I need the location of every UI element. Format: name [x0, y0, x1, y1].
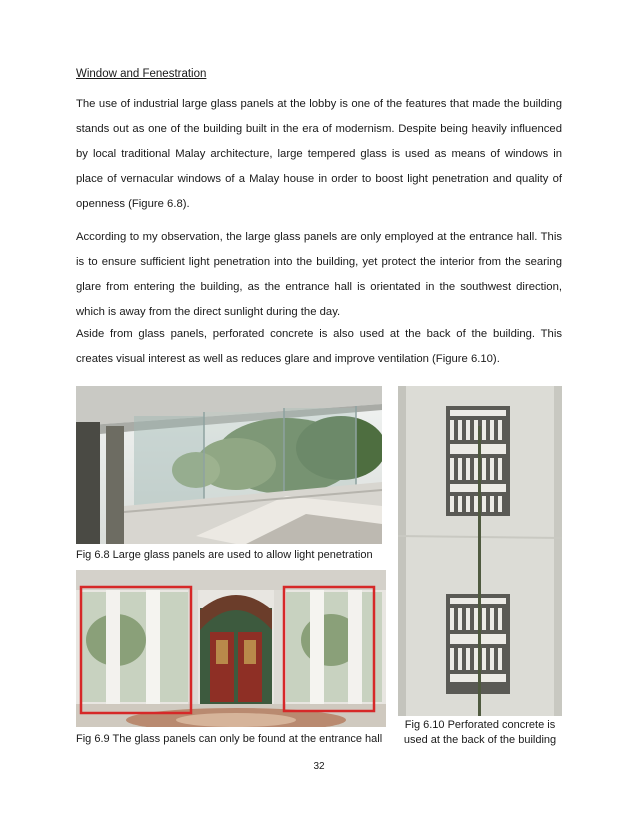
figure-6-9-photo [76, 570, 386, 727]
figure-6-10-photo [398, 386, 562, 716]
figure-6-9-caption: Fig 6.9 The glass panels can only be found at the entrance hall [76, 733, 383, 745]
figure-6-8-caption: Fig 6.8 Large glass panels are used to allow light penetration [76, 549, 373, 561]
paragraph-2: According to my observation, the large glass panels are only employed at the entrance hall. This is to ensure sufficient light penetration into the building, yet protect the interior from the searing glare from entering the building, as the entrance hall is orientated in the southwest direction, which is away from the direct sunlight during the day. [76, 231, 562, 318]
section-heading: Window and Fenestration [76, 68, 207, 80]
entrance-hall-image [76, 570, 386, 727]
figure-6-10-caption: Fig 6.10 Perforated concrete is used at the back of the building [403, 719, 557, 746]
paragraph-1: The use of industrial large glass panels at the lobby is one of the features that made the building stands out as one of the building built in the era of modernism. Despite being heavily influenced by local traditional Malay architecture, large tempered glass is used as means of windows in place of vernacular windows of a Malay house in order to boost light penetration and quality of openness (Figure 6.8). [76, 98, 562, 210]
paragraph-3: Aside from glass panels, perforated concrete is also used at the back of the building. This creates visual interest as well as reduces glare and improve ventilation (Figure 6.10). [76, 328, 562, 365]
figure-6-8-photo [76, 386, 382, 544]
page-number: 32 [313, 761, 325, 772]
glass-panels-lobby-image [76, 386, 382, 544]
perforated-concrete-image [398, 386, 562, 716]
